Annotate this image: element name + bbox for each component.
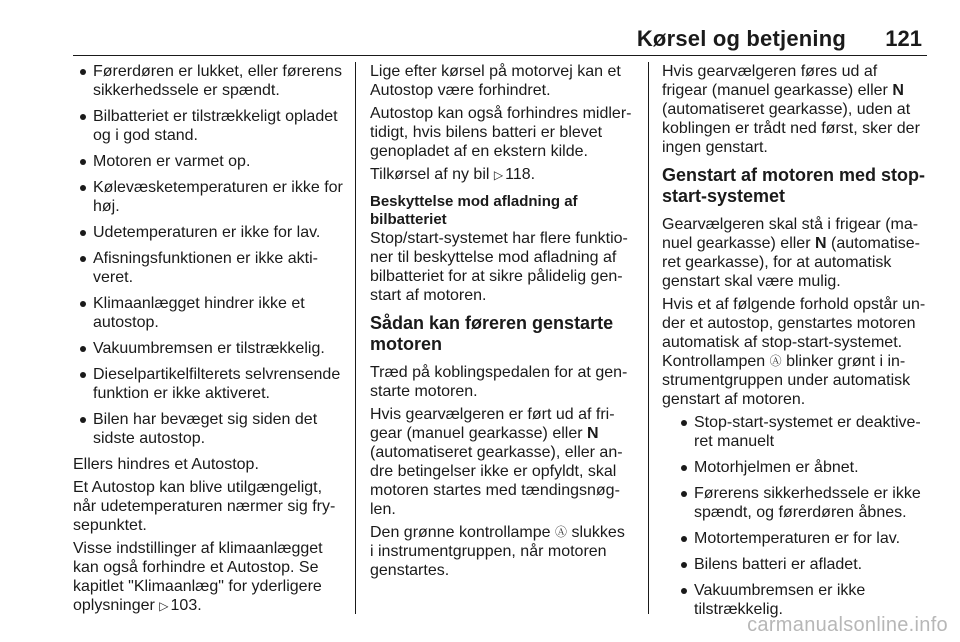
paragraph-text: Hvis et af følgende forhold opstår under et autostop, genstartes motoren automatisk af stop-start-systemet. Kontrollampen <box>662 296 926 370</box>
paragraph-text: (automatiseret gearkasse), for at automatisk genstart skal være mulig. <box>662 235 920 290</box>
paragraph <box>370 405 632 519</box>
list-item: Dieselpartikelfilterets selvrensende funktion er ikke aktiveret. <box>73 365 343 403</box>
restart-conditions-list <box>662 413 926 619</box>
page-reference-link[interactable] <box>159 597 201 614</box>
list-item: Motortemperaturen er for lav. <box>674 529 926 548</box>
column-divider-2 <box>648 62 649 614</box>
list-item: Førerdøren er lukket, eller førerens sikkerhedssele er spændt. <box>73 62 343 100</box>
column-2 <box>370 62 632 584</box>
header-rule <box>73 55 927 56</box>
page-number: 121 <box>885 26 922 51</box>
list-item: Bilen har bevæget sig siden det sidste autostop. <box>73 410 343 448</box>
page-reference-link[interactable] <box>494 166 535 183</box>
list-item: Førerens sikkerhedssele er ikke spændt, og førerdøren åbnes. <box>674 484 926 522</box>
watermark: carmanualsonline.info <box>747 614 948 636</box>
page-reference-number: 103. <box>170 597 202 614</box>
paragraph: Stop/start-systemet har flere funktioner til beskyttelse mod afladning af bilbatteriet for at sikre pålidelig genstart af motoren. <box>370 230 628 304</box>
list-item: Motorhjelmen er åbnet. <box>674 458 926 477</box>
autostop-lamp-icon: Ⓐ <box>769 354 782 368</box>
paragraph-text: Den grønne kontrollampe <box>370 524 551 541</box>
page-header <box>0 0 960 54</box>
page-reference-arrow-icon: ▷ <box>159 599 169 613</box>
list-item: Udetemperaturen er ikke for lav. <box>73 223 343 242</box>
autostop-lamp-icon: Ⓐ <box>555 525 568 539</box>
page-reference-arrow-icon: ▷ <box>493 168 504 182</box>
list-item: Stop-start-systemet er deaktiveret manuelt <box>674 413 926 451</box>
paragraph: Træd på koblingspedalen for at genstarte motoren. <box>370 364 628 400</box>
list-item: Motoren er varmet op. <box>73 152 343 171</box>
gear-n-label: N <box>814 235 827 252</box>
list-item: Vakuumbremsen er tilstrækkelig. <box>73 339 343 358</box>
paragraph <box>73 539 343 616</box>
heading-driver-restart: Sådan kan føreren genstarte motoren <box>370 313 614 354</box>
paragraph-text: Hvis gearvælgeren føres ud af frigear (manuel gearkasse) eller <box>662 63 888 99</box>
list-item: Bilbatteriet er tilstrækkeligt opladet og i god stand. <box>73 107 343 145</box>
paragraph-text: blinker grønt i instrumentgruppen under automatisk genstart af motoren. <box>662 353 911 408</box>
paragraph <box>370 165 632 185</box>
paragraph <box>370 523 632 580</box>
paragraph <box>662 295 926 409</box>
heading-stop-start-restart: Genstart af motoren med stop-start-systemet <box>662 165 926 206</box>
page-reference-number: 118. <box>505 166 536 183</box>
paragraph <box>662 62 926 157</box>
column-divider-1 <box>355 62 356 614</box>
list-item: Kølevæsketemperaturen er ikke for høj. <box>73 178 343 216</box>
gear-n-label: N <box>892 82 904 99</box>
paragraph-text: Visse indstillinger af klimaanlægget kan også forhindre et Autostop. Se kapitlet "Klimaanlæg" for yderligere oplysninger <box>73 540 323 614</box>
list-item: Vakuumbremsen er ikke tilstrækkelig. <box>674 581 926 619</box>
paragraph: Ellers hindres et Autostop. <box>73 456 259 473</box>
paragraph-text: Tilkørsel af ny bil <box>370 166 490 183</box>
paragraph-text: Gearvælgeren skal stå i frigear (manuel gearkasse) eller <box>662 216 919 252</box>
list-item: Klimaanlægget hindrer ikke et autostop. <box>73 294 343 332</box>
column-1 <box>73 62 343 620</box>
autostop-conditions-list <box>73 62 343 448</box>
paragraph-text: (automatiseret gearkasse), uden at koblingen er trådt ned først, sker der ingen genstart. <box>662 101 920 156</box>
gear-n-label: N <box>587 425 599 442</box>
subheading-battery-protection: Beskyttelse mod afladning af bilbatteriet <box>370 193 578 228</box>
list-item: Bilens batteri er afladet. <box>674 555 926 574</box>
paragraph <box>662 215 926 291</box>
paragraph: Autostop kan også forhindres midlertidigt, hvis bilens batteri er blevet genopladet af en ekstern kilde. <box>370 105 632 160</box>
paragraph-text: Hvis gearvælgeren er ført ud af frigear (manuel gearkasse) eller <box>370 406 615 442</box>
section-title: Kørsel og betjening <box>636 26 846 51</box>
paragraph-text: slukkes i instrumentgruppen, når motoren genstartes. <box>370 524 625 579</box>
column-3 <box>662 62 926 626</box>
paragraph-text: (automatiseret gearkasse), eller andre betingelser ikke er opfyldt, skal motoren startes med tændingsnøglen. <box>370 444 623 518</box>
paragraph: Et Autostop kan blive utilgængeligt, når udetemperaturen nærmer sig frysepunktet. <box>73 479 336 534</box>
list-item: Afisningsfunktionen er ikke aktiveret. <box>73 249 343 287</box>
paragraph: Lige efter kørsel på motorvej kan et Autostop være forhindret. <box>370 63 621 99</box>
